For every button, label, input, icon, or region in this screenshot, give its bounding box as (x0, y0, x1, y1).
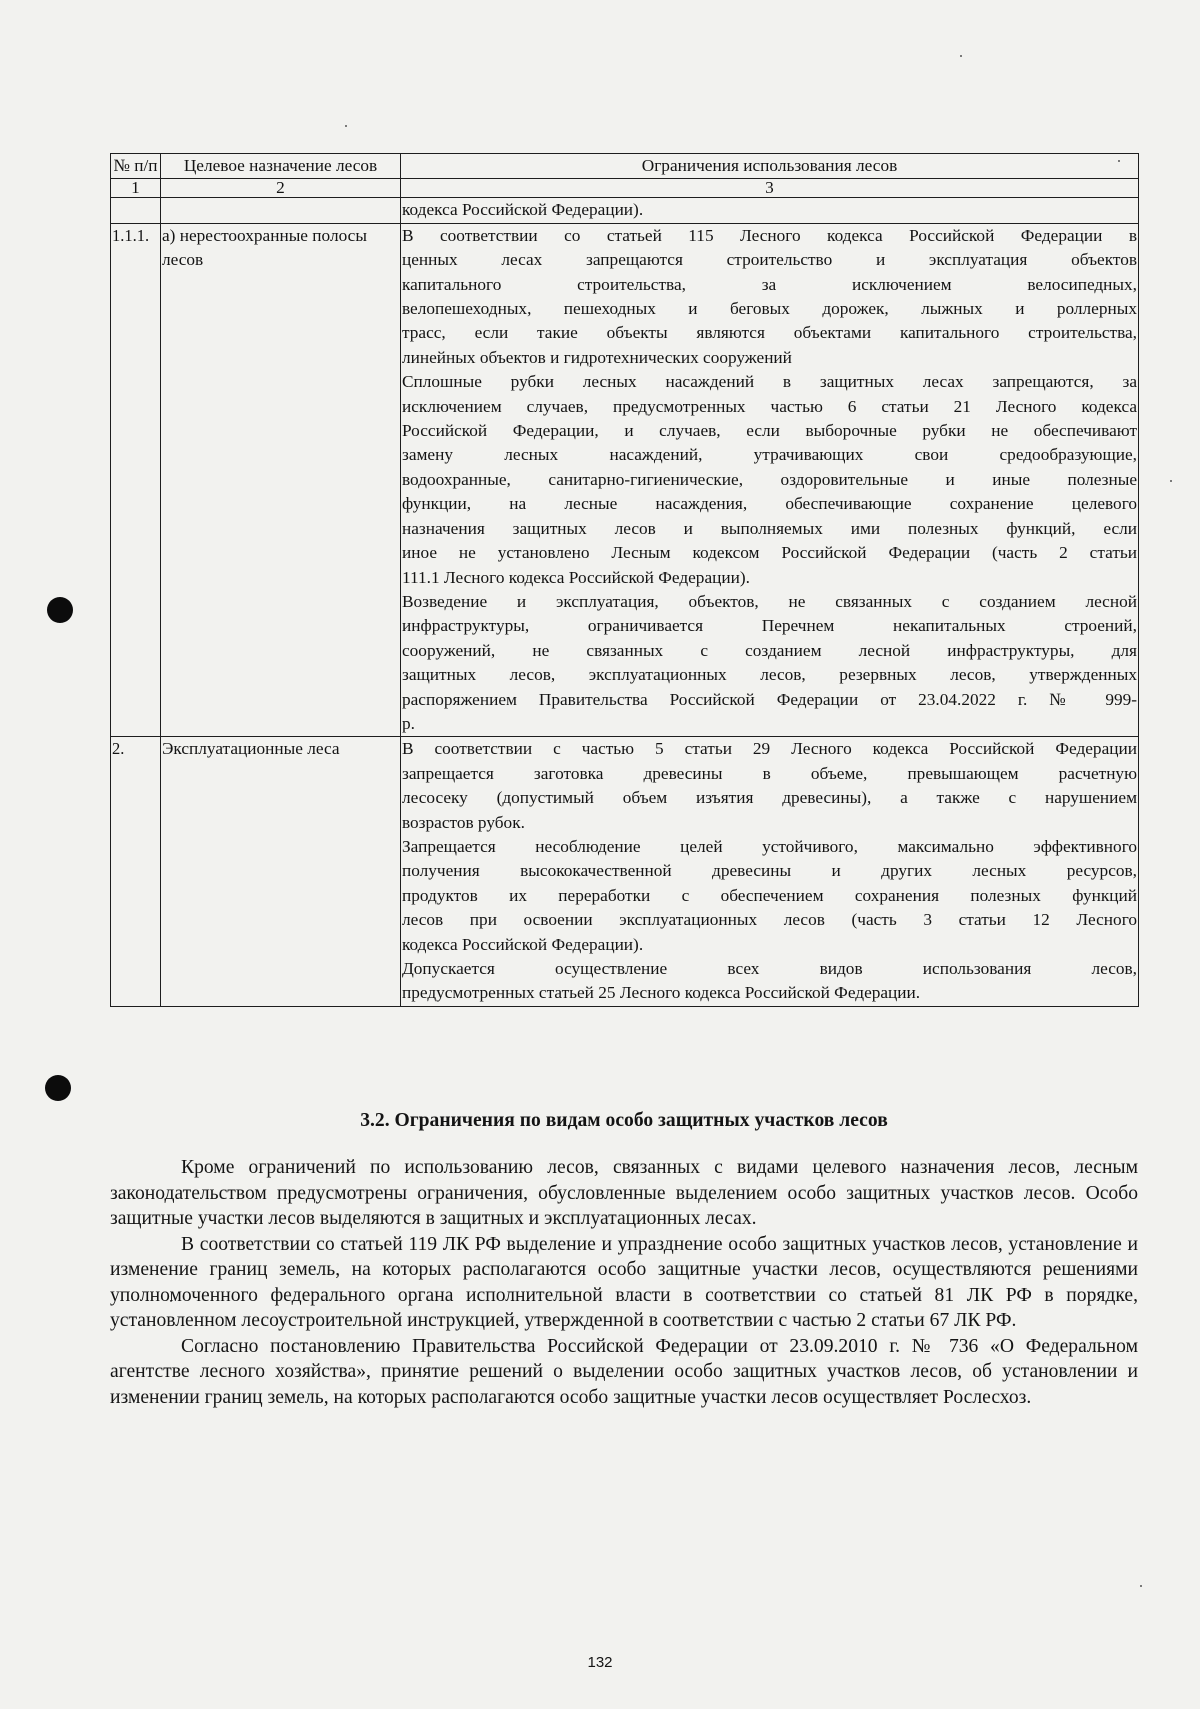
text-line: линейных объектов и гидротехнических сооружений (402, 347, 792, 367)
table-row (111, 223, 1139, 737)
text-line: функции, на лесные насаждения, обеспечивающие сохранение целевого (402, 494, 1137, 514)
column-number: 2 (161, 179, 401, 198)
body-text (110, 1155, 1138, 1410)
text-line: возрастов рубок. (402, 812, 525, 832)
text-line: Допускается осуществление всех видов использования лесов, (402, 959, 1137, 978)
text-line: водоохранные, санитарно-гигиенические, оздоровительные и иные полезные (402, 469, 1137, 489)
row-number: 2. (111, 737, 161, 1006)
table-row (111, 737, 1139, 1006)
text-line: предусмотренных статьей 25 Лесного кодекса Российской Федерации. (402, 983, 921, 1003)
header-number: № п/п (111, 154, 161, 179)
row-restrictions (401, 223, 1139, 737)
text-line: ценных лесах запрещаются строительство и эксплуатация объектов (402, 250, 1137, 270)
text-line: лесосеку (допустимый объем изъятия древесины), а также с нарушением (402, 788, 1137, 808)
header-purpose: Целевое назначение лесов (161, 154, 401, 179)
text-line: В соответствии со статьей 115 Лесного кодекса Российской Федерации в (402, 225, 1137, 245)
column-number: 1 (111, 179, 161, 198)
text-line: сооружений, не связанных с созданием лесной инфраструктуры, для (402, 640, 1137, 660)
table-row-continuation (111, 198, 1139, 223)
text-line: запрещается заготовка древесины в объеме, превышающем расчетную (402, 763, 1137, 783)
row-restrictions-text: кодекса Российской Федерации). (401, 198, 1139, 223)
punch-hole-top (47, 597, 73, 623)
text-line: получения высококачественной древесины и других лесных ресурсов, (402, 861, 1137, 881)
text-line: замену лесных насаждений, утрачивающих свои средообразующие, (402, 445, 1137, 465)
text-line: капитального строительства, за исключением велосипедных, (402, 274, 1137, 294)
text-line: продуктов их переработки с обеспечением сохранения полезных функций (402, 885, 1137, 905)
text-line: иное не установлено Лесным кодексом Российской Федерации (часть 2 статьи (402, 543, 1137, 563)
text-line: распоряжением Правительства Российской Федерации от 23.04.2022 г. № 999- (402, 689, 1137, 709)
text-line: Возведение и эксплуатация, объектов, не связанных с созданием лесной (402, 591, 1137, 611)
row-restrictions (401, 737, 1139, 1006)
text-line: исключением случаев, предусмотренных частью 6 статьи 21 Лесного кодекса (402, 396, 1137, 416)
text-line: инфраструктуры, ограничивается Перечнем некапитальных строений, (402, 616, 1137, 636)
column-number: 3 (401, 179, 1139, 198)
text-line: велопешеходных, пешеходных и беговых дорожек, лыжных и роллерных (402, 299, 1137, 319)
text-line: р. (402, 713, 415, 733)
table-header-row (111, 154, 1139, 179)
row-number: 1.1.1. (111, 223, 161, 737)
row-number-empty (111, 198, 161, 223)
scan-speck (1170, 480, 1172, 482)
restrictions-table (110, 153, 1139, 1007)
text-line: Российской Федерации, и случаев, если выборочные рубки не обеспечивают (402, 421, 1137, 441)
scan-speck (345, 125, 347, 127)
section-title: 3.2. Ограничения по видам особо защитных участков лесов (360, 1110, 888, 1131)
text-line: трасс, если такие объекты являются объектами капитального строительства, (402, 323, 1137, 343)
punch-hole-bottom (45, 1075, 71, 1101)
paragraph: Кроме ограничений по использованию лесов, связанных с видами целевого назначения лесов, лесным законодательством предусмотрены ограничения, обусловленные выделением особо защитных участков лесов. Особо защитные участки лесов выделяются в защитных и эксплуатационных лесах. (110, 1157, 1138, 1229)
text-line: кодекса Российской Федерации). (402, 934, 644, 954)
page-number: 132 (587, 1654, 613, 1671)
row-purpose-empty (161, 198, 401, 223)
scan-speck (960, 55, 962, 57)
text-line: лесов при освоении эксплуатационных лесов (часть 3 статьи 12 Лесного (402, 910, 1137, 930)
text-line: Запрещается несоблюдение целей устойчивого, максимально эффективного (402, 836, 1137, 856)
row-purpose: Эксплуатационные леса (161, 737, 401, 1006)
text-line: Сплошные рубки лесных насаждений в защитных лесах запрещаются, за (402, 372, 1137, 392)
header-restrictions: Ограничения использования лесов (401, 154, 1139, 179)
text-line: 111.1 Лесного кодекса Российской Федерации). (402, 567, 750, 587)
text-line: В соответствии с частью 5 статьи 29 Лесного кодекса Российской Федерации (402, 739, 1137, 759)
scan-speck (1140, 1585, 1142, 1587)
row-purpose: а) нерестоохранные полосы лесов (161, 223, 401, 737)
paragraph: В соответствии со статьей 119 ЛК РФ выделение и упразднение особо защитных участков лесов, установление и изменение границ земель, на которых располагаются особо защитные участки лесов, осуществляются решениями уполномоченного федерального органа исполнительной власти в соответствии со статьей 81 ЛК РФ в порядке, установленном лесоустроительной инструкцией, утвержденной в соответствии с частью 2 статьи 67 ЛК РФ. (110, 1233, 1138, 1331)
text-line: назначения защитных лесов и выполняемых ими полезных функций, если (402, 518, 1137, 538)
paragraph: Согласно постановлению Правительства Российской Федерации от 23.09.2010 г. № 736 «О Федеральном агентстве лесного хозяйства», принятие решений о выделении особо защитных участков лесов, об установлении и изменении границ земель, на которых располагаются особо защитные участки лесов осуществляет Рослесхоз. (110, 1335, 1138, 1408)
text-line: защитных лесов, эксплуатационных лесов, резервных лесов, утвержденных (402, 665, 1137, 685)
column-number-row (111, 179, 1139, 198)
